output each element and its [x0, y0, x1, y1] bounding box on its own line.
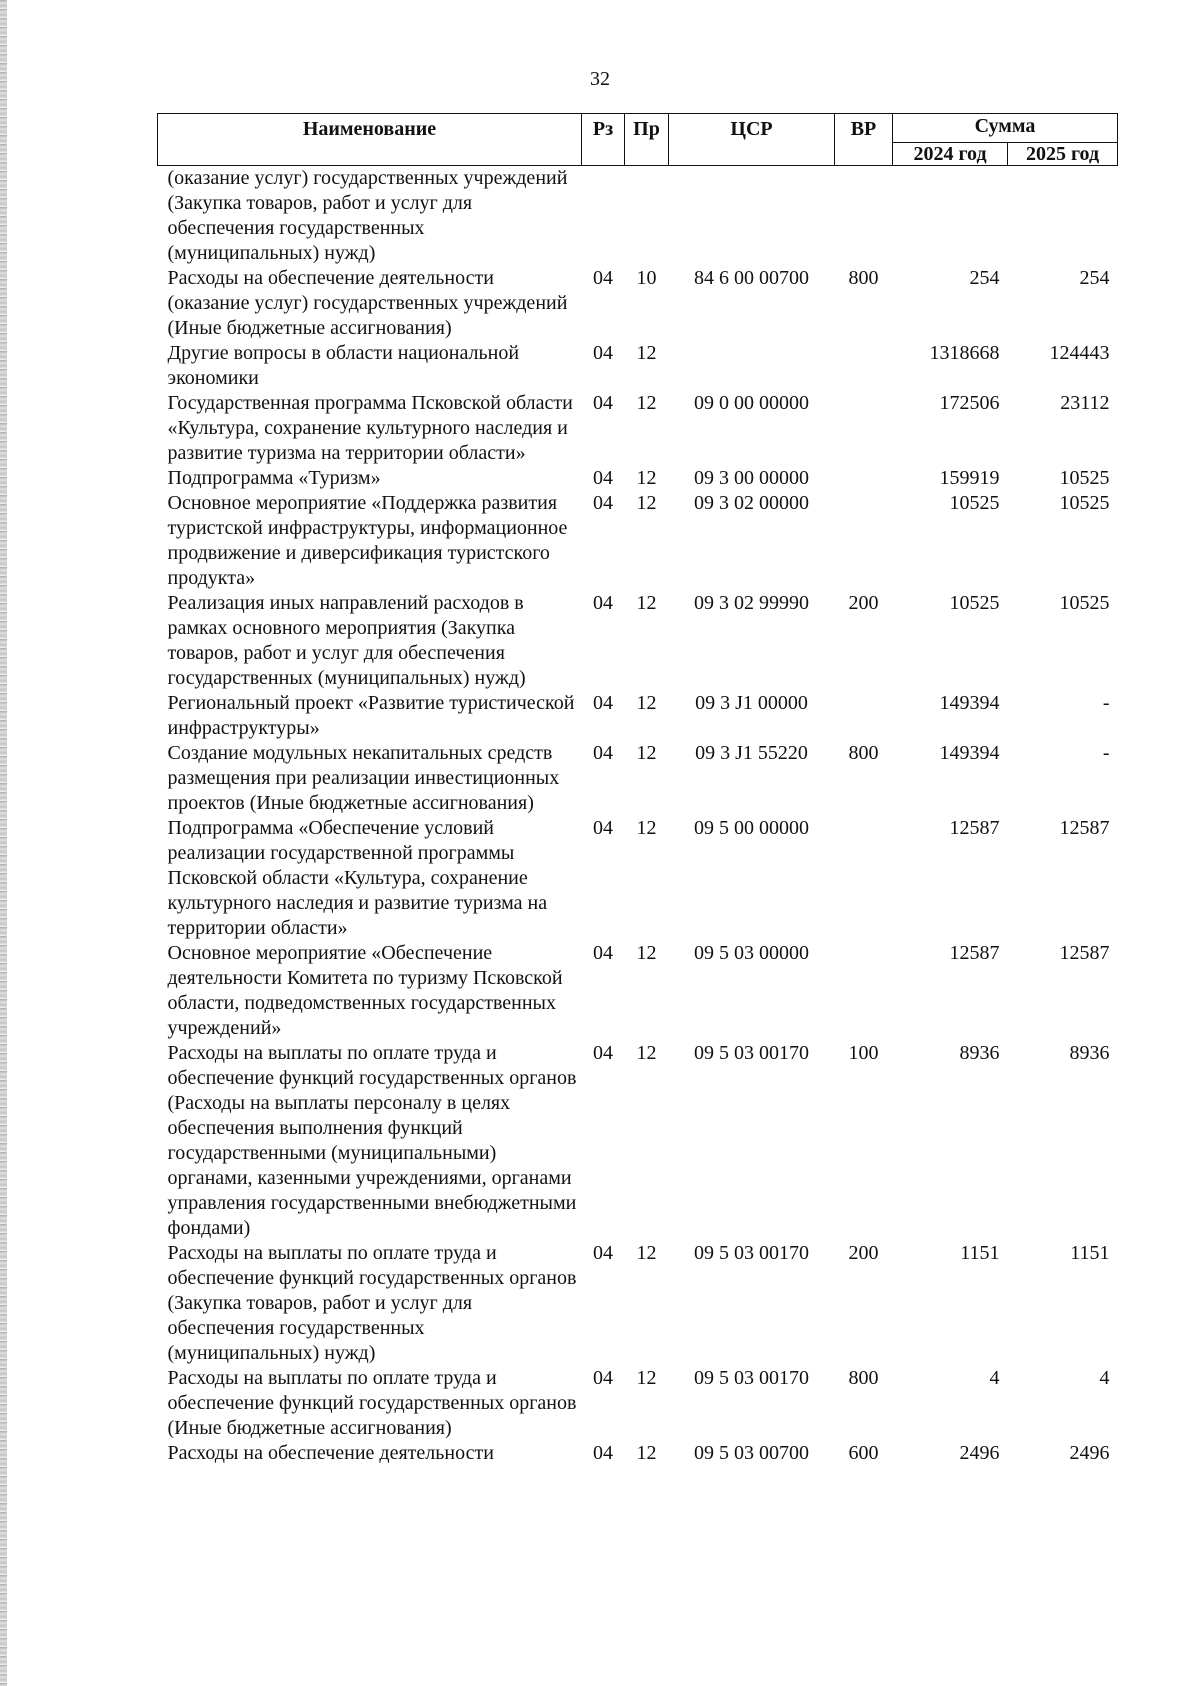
cell-rz: 04	[593, 742, 613, 764]
header-year-2025: 2025 год	[1008, 143, 1118, 166]
cell-csr: 09 0 00 00000	[694, 392, 809, 414]
cell-csr: 09 3 J1 55220	[695, 742, 808, 764]
cell-amount-2024: 10525	[949, 592, 1000, 614]
cell-vr	[835, 166, 893, 267]
cell-amount-2025: 1151	[1070, 1242, 1110, 1264]
table-row	[158, 266, 1118, 341]
cell-pr: 12	[636, 492, 657, 514]
cell-csr: 09 5 03 00170	[694, 1242, 809, 1264]
cell-amount-2024: 1151	[960, 1242, 1000, 1264]
cell-amount-2024: 10525	[949, 492, 1000, 514]
cell-csr: 09 5 00 00000	[694, 817, 809, 839]
cell-name: Создание модульных некапитальных средств размещения при реализации инвестиционных проектов (Иные бюджетные ассигнования)	[167, 742, 560, 814]
cell-amount-2024	[893, 166, 1008, 267]
cell-pr: 12	[636, 1367, 657, 1389]
cell-rz: 04	[593, 942, 613, 964]
page-number: 32	[590, 68, 610, 90]
cell-amount-2024: 12587	[949, 817, 1000, 839]
cell-rz: 04	[593, 467, 613, 489]
cell-pr: 12	[636, 392, 657, 414]
cell-csr: 09 5 03 00170	[694, 1042, 809, 1064]
cell-amount-2024: 8936	[959, 1042, 1000, 1064]
table-row	[158, 941, 1118, 1041]
cell-amount-2025	[1008, 166, 1118, 267]
cell-rz: 04	[593, 1042, 613, 1064]
cell-vr	[835, 466, 893, 491]
cell-name: Региональный проект «Развитие туристической инфраструктуры»	[167, 692, 575, 739]
cell-pr: 12	[636, 817, 657, 839]
cell-amount-2024: 1318668	[929, 342, 1000, 364]
cell-rz: 04	[593, 342, 613, 364]
cell-pr	[625, 166, 669, 267]
cell-rz: 04	[593, 1367, 613, 1389]
table-row	[158, 341, 1118, 391]
cell-rz: 04	[593, 1442, 613, 1464]
table-row	[158, 491, 1118, 591]
cell-name: Государственная программа Псковской области «Культура, сохранение культурного наследия и развитие туризма на территории области»	[167, 392, 573, 464]
cell-amount-2025: 12587	[1059, 942, 1110, 964]
cell-vr: 200	[848, 1242, 879, 1264]
cell-name: Основное мероприятие «Поддержка развития туристской инфраструктуры, информационное продвижение и диверсификация туристского продукта»	[167, 492, 568, 589]
cell-amount-2025: 10525	[1059, 492, 1110, 514]
cell-csr: 09 5 03 00170	[694, 1367, 809, 1389]
cell-pr: 12	[636, 942, 657, 964]
budget-table	[157, 113, 1118, 1466]
cell-amount-2024: 4	[989, 1367, 1000, 1389]
cell-csr	[669, 166, 835, 267]
cell-amount-2024: 254	[969, 267, 1000, 289]
table-row	[158, 741, 1118, 816]
table-header	[158, 114, 1118, 166]
cell-vr: 100	[848, 1042, 879, 1064]
header-sum: Сумма	[893, 114, 1118, 143]
cell-amount-2024: 172506	[939, 392, 1000, 414]
cell-pr: 12	[636, 692, 657, 714]
cell-amount-2025: 124443	[1049, 342, 1110, 364]
cell-pr: 12	[636, 467, 657, 489]
cell-vr	[835, 816, 893, 941]
cell-csr: 09 3 02 00000	[694, 492, 809, 514]
cell-vr	[835, 391, 893, 466]
cell-name: Расходы на выплаты по оплате труда и обеспечение функций государственных органов (Закупка товаров, работ и услуг для обеспечения государственных (муниципальных) нужд)	[167, 1242, 577, 1364]
cell-vr	[835, 941, 893, 1041]
cell-pr: 12	[636, 342, 657, 364]
table-row	[158, 466, 1118, 491]
cell-name: Реализация иных направлений расходов в рамках основного мероприятия (Закупка товаров, работ и услуг для обеспечения государственных (муниципальных) нужд)	[167, 592, 526, 689]
cell-vr	[835, 491, 893, 591]
cell-amount-2025: -	[1102, 742, 1110, 764]
cell-rz: 04	[593, 492, 613, 514]
header-csr: ЦСР	[669, 114, 835, 166]
cell-vr: 600	[848, 1442, 879, 1464]
header-pr: Пр	[625, 114, 669, 166]
scan-edge	[0, 0, 7, 1686]
cell-csr: 84 6 00 00700	[694, 267, 809, 289]
table-row	[158, 591, 1118, 691]
cell-name: Подпрограмма «Обеспечение условий реализации государственной программы Псковской области «Культура, сохранение культурного наследия и развитие туризма на территории области»	[167, 817, 548, 939]
cell-csr	[669, 341, 835, 391]
cell-name: Подпрограмма «Туризм»	[167, 467, 381, 489]
header-name: Наименование	[158, 114, 582, 166]
header-vr: ВР	[835, 114, 893, 166]
cell-rz: 04	[593, 1242, 613, 1264]
table-row	[158, 166, 1118, 267]
cell-rz: 04	[593, 592, 613, 614]
cell-amount-2025: 23112	[1060, 392, 1110, 414]
cell-pr: 12	[636, 1042, 657, 1064]
cell-pr: 10	[636, 267, 657, 289]
table-row	[158, 1366, 1118, 1441]
cell-vr: 800	[848, 742, 879, 764]
header-rz: Рз	[582, 114, 625, 166]
cell-csr: 09 3 J1 00000	[695, 692, 808, 714]
cell-amount-2025: 254	[1079, 267, 1110, 289]
cell-amount-2025: 10525	[1059, 467, 1110, 489]
cell-amount-2025: -	[1102, 692, 1110, 714]
cell-amount-2024: 12587	[949, 942, 1000, 964]
table-row	[158, 391, 1118, 466]
table-row	[158, 816, 1118, 941]
table-body	[158, 166, 1118, 1467]
cell-name: Расходы на выплаты по оплате труда и обеспечение функций государственных органов (Иные бюджетные ассигнования)	[167, 1367, 577, 1439]
cell-name: Расходы на обеспечение деятельности (оказание услуг) государственных учреждений (Иные бюджетные ассигнования)	[167, 267, 568, 339]
cell-amount-2025: 4	[1099, 1367, 1110, 1389]
cell-amount-2024: 2496	[959, 1442, 1000, 1464]
cell-name: (оказание услуг) государственных учреждений (Закупка товаров, работ и услуг для обеспечения государственных (муниципальных) нужд)	[167, 167, 568, 264]
cell-csr: 09 3 02 99990	[694, 592, 809, 614]
cell-vr: 800	[848, 267, 879, 289]
table-row	[158, 1241, 1118, 1366]
table-row	[158, 1041, 1118, 1241]
cell-amount-2024: 159919	[939, 467, 1000, 489]
cell-vr: 800	[848, 1367, 879, 1389]
cell-amount-2024: 149394	[939, 742, 1000, 764]
cell-csr: 09 5 03 00000	[694, 942, 809, 964]
cell-rz: 04	[593, 817, 613, 839]
cell-rz: 04	[593, 392, 613, 414]
cell-amount-2025: 10525	[1059, 592, 1110, 614]
cell-rz	[582, 166, 625, 267]
cell-amount-2025: 8936	[1069, 1042, 1110, 1064]
cell-csr: 09 3 00 00000	[694, 467, 809, 489]
cell-name: Основное мероприятие «Обеспечение деятельности Комитета по туризму Псковской области, подведомственных государственных учреждений»	[167, 942, 563, 1039]
table-row	[158, 691, 1118, 741]
cell-rz: 04	[593, 267, 613, 289]
cell-amount-2025: 2496	[1069, 1442, 1110, 1464]
cell-csr: 09 5 03 00700	[694, 1442, 809, 1464]
header-year-2024: 2024 год	[893, 143, 1008, 166]
cell-rz: 04	[593, 692, 613, 714]
cell-amount-2025: 12587	[1059, 817, 1110, 839]
cell-pr: 12	[636, 592, 657, 614]
cell-name: Расходы на выплаты по оплате труда и обеспечение функций государственных органов (Расходы на выплаты персоналу в целях обеспечения выполнения функций государственными (муниципальными) органами, казенными учреждениями, органами управления государственными внебюджетными фондами)	[167, 1042, 577, 1239]
cell-name: Другие вопросы в области национальной экономики	[167, 342, 520, 389]
cell-vr	[835, 341, 893, 391]
cell-pr: 12	[636, 742, 657, 764]
cell-vr	[835, 691, 893, 741]
cell-vr: 200	[848, 592, 879, 614]
cell-pr: 12	[636, 1242, 657, 1264]
cell-pr: 12	[636, 1442, 657, 1464]
cell-amount-2024: 149394	[939, 692, 1000, 714]
cell-name: Расходы на обеспечение деятельности	[167, 1442, 494, 1464]
table-row	[158, 1441, 1118, 1466]
